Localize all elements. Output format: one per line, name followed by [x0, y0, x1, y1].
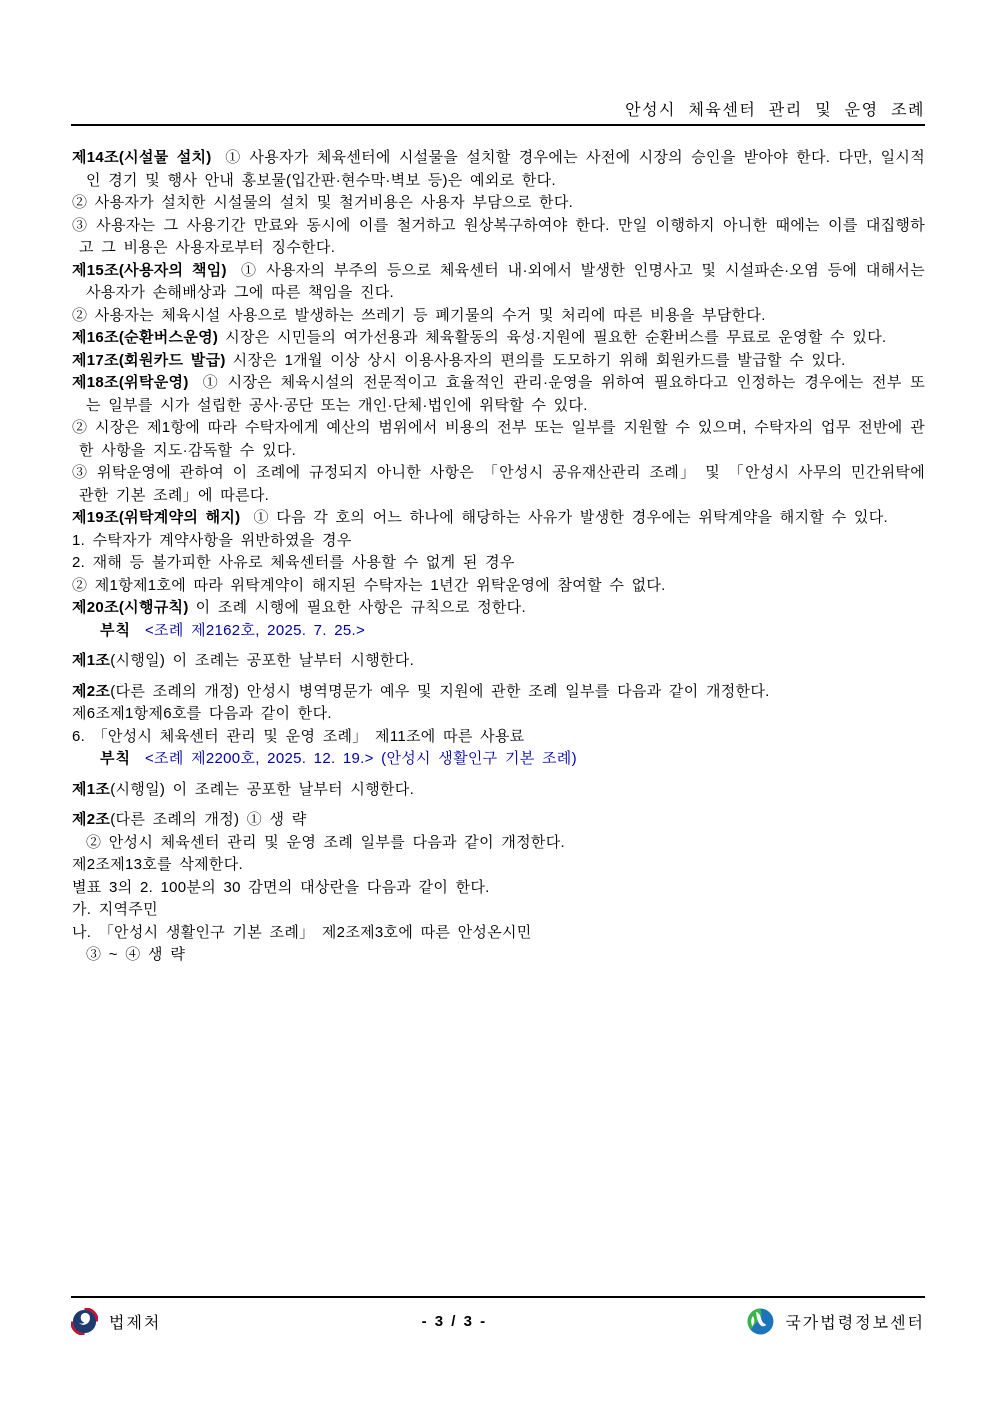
article-heading	[72, 597, 925, 620]
addendum-entry	[72, 877, 925, 900]
article-heading	[72, 147, 925, 192]
header-divider	[71, 124, 925, 126]
article-title: 제15조(사용자의 책임)	[72, 261, 227, 279]
addendum-entry	[72, 650, 925, 673]
addendum-entry	[72, 832, 925, 855]
addendum-entry-text: (시행일) 이 조례는 공포한 날부터 시행한다.	[110, 652, 415, 669]
article-clause: ③ 사용자는 그 사용기간 만료와 동시에 이를 철거하고 원상복구하여야 한다. 만일 이행하지 아니한 때에는 이를 대집행하고 그 비용은 사용자로부터 징수한다.	[72, 216, 925, 256]
article-heading	[72, 260, 925, 305]
addendum-entry-title: 제1조	[72, 780, 111, 798]
addendum-entry	[72, 703, 925, 726]
addendum-entry-text: 6. 「안성시 체육센터 관리 및 운영 조례」 제11조에 따른 사용료	[72, 727, 525, 745]
article-clause: ② 제1항제1호에 따라 위탁계약이 해지된 수탁자는 1년간 위탁운영에 참여할 수 없다.	[72, 576, 666, 594]
footer-right-label: 국가법령정보센터	[785, 1314, 925, 1332]
article-lead: ① 사용자의 부주의 등으로 체육센터 내·외에서 발생한 인명사고 및 시설파손·오염 등에 대해서는 사용자가 손해배상과 그에 따른 책임을 진다.	[86, 261, 925, 301]
addendum-entry	[72, 681, 925, 704]
addendum-entry-text: ③ ~ ④ 생 략	[86, 946, 186, 963]
addendum-entry-text: (다른 조례의 개정) 안성시 병역명문가 예우 및 지원에 관한 조례 일부를 다음과 같이 개정한다.	[110, 682, 770, 700]
law-information-center-logo-icon	[747, 1308, 774, 1335]
addendum-entry-title: 제1조	[72, 652, 111, 669]
article-lead: ① 시장은 체육시설의 전문적이고 효율적인 관리·운영을 위하여 필요하다고 인정하는 경우에는 전부 또는 일부를 시가 설립한 공사·공단 또는 개인·단체·법인에 위탁할 수 있다.	[86, 374, 925, 414]
addendum-label: 부칙	[100, 750, 131, 767]
addendum-note: <조례 제2162호, 2025. 7. 25.>	[144, 621, 366, 639]
addendum-entry-text: 가. 지역주민	[72, 901, 158, 918]
article-heading	[72, 350, 925, 373]
addendum-entry-text: (시행일) 이 조례는 공포한 날부터 시행한다.	[110, 780, 415, 798]
article-heading	[72, 327, 925, 350]
article-lead: 시장은 시민들의 여가선용과 체육활동의 육성·지원에 필요한 순환버스를 무료로 운영할 수 있다.	[225, 329, 887, 346]
document-header-title: 안성시 체육센터 관리 및 운영 조례	[625, 102, 925, 119]
article-lead: 이 조례 시행에 필요한 사항은 규칙으로 정한다.	[195, 599, 526, 616]
article-clause: ② 사용자는 체육시설 사용으로 발생하는 쓰레기 등 폐기물의 수거 및 처리에 따른 비용을 부담한다.	[72, 306, 766, 324]
addendum-entry-text: 나. 「안성시 생활인구 기본 조례」 제2조제3호에 따른 안성온시민	[72, 923, 532, 941]
article-title: 제19조(위탁계약의 해지)	[72, 509, 241, 526]
article-subitem: 1. 수탁자가 계약사항을 위반하였을 경우	[72, 531, 352, 549]
addendum-entry-title: 제2조	[72, 811, 111, 828]
addendum-entry-text: 제6조제1항제6호를 다음과 같이 한다.	[72, 705, 332, 722]
article-title: 제18조(위탁운영)	[72, 374, 189, 391]
article-title: 제20조(시행규칙)	[72, 599, 189, 616]
addendum-entry-text: (다른 조례의 개정) ① 생 략	[110, 811, 307, 828]
moleg-taegeuk-logo-icon	[71, 1308, 98, 1335]
addendum-note: <조례 제2200호, 2025. 12. 19.> (안성시 생활인구 기본 조례)	[144, 750, 577, 767]
article-heading	[72, 507, 925, 530]
addendum-entry-title: 제2조	[72, 682, 111, 700]
addendum-entry	[72, 809, 925, 832]
addendum-heading	[72, 748, 925, 771]
document-body	[72, 147, 925, 967]
addendum-entry-text: 제2조제13호를 삭제한다.	[72, 856, 243, 873]
addendum-entry	[72, 922, 925, 945]
page-indicator: - 3 / 3 -	[421, 1312, 488, 1330]
footer-right	[747, 1308, 925, 1335]
addendum-entry-text: ② 안성시 체육센터 관리 및 운영 조례 일부를 다음과 같이 개정한다.	[86, 833, 565, 851]
addendum-entry	[72, 726, 925, 749]
document-footer	[71, 1303, 925, 1339]
article-clause: ③ 위탁운영에 관하여 이 조례에 규정되지 아니한 사항은 「안성시 공유재산관리 조례」 및 「안성시 사무의 민간위탁에 관한 기본 조례」에 따른다.	[72, 464, 925, 504]
article-lead: 시장은 1개월 이상 상시 이용사용자의 편의를 도모하기 위해 회원카드를 발급할 수 있다.	[232, 351, 846, 369]
article-title: 제16조(순환버스운영)	[72, 329, 219, 346]
footer-left-label: 법제처	[109, 1314, 162, 1332]
addendum-entry-text: 별표 3의 2. 100분의 30 감면의 대상란을 다음과 같이 한다.	[72, 878, 490, 896]
footer-divider	[71, 1296, 925, 1298]
article-title: 제17조(회원카드 발급)	[72, 351, 226, 369]
addendum-entry	[72, 899, 925, 922]
addendum-heading	[72, 620, 925, 643]
addendum-label: 부칙	[100, 621, 131, 639]
article-lead: ① 사용자가 체육센터에 시설물을 설치할 경우에는 사전에 시장의 승인을 받아야 한다. 다만, 일시적인 경기 및 행사 안내 홍보물(입간판·현수막·벽보 등)은 예외로 한다.	[86, 149, 925, 189]
addendum-entry	[72, 854, 925, 877]
article-subitem: 2. 재해 등 불가피한 사유로 체육센터를 사용할 수 없게 된 경우	[72, 554, 515, 571]
article-clause: ② 시장은 제1항에 따라 수탁자에게 예산의 범위에서 비용의 전부 또는 일부를 지원할 수 있으며, 수탁자의 업무 전반에 관한 사항을 지도·감독할 수 있다.	[72, 419, 925, 459]
addendum-entry	[72, 944, 925, 967]
article-clause: ② 사용자가 설치한 시설물의 설치 및 철거비용은 사용자 부담으로 한다.	[72, 194, 574, 211]
article-title: 제14조(시설물 설치)	[72, 149, 212, 166]
article-heading	[72, 372, 925, 417]
article-lead: ① 다음 각 호의 어느 하나에 해당하는 사유가 발생한 경우에는 위탁계약을 해지할 수 있다.	[253, 509, 888, 526]
addendum-entry	[72, 779, 925, 802]
footer-left	[71, 1308, 161, 1335]
